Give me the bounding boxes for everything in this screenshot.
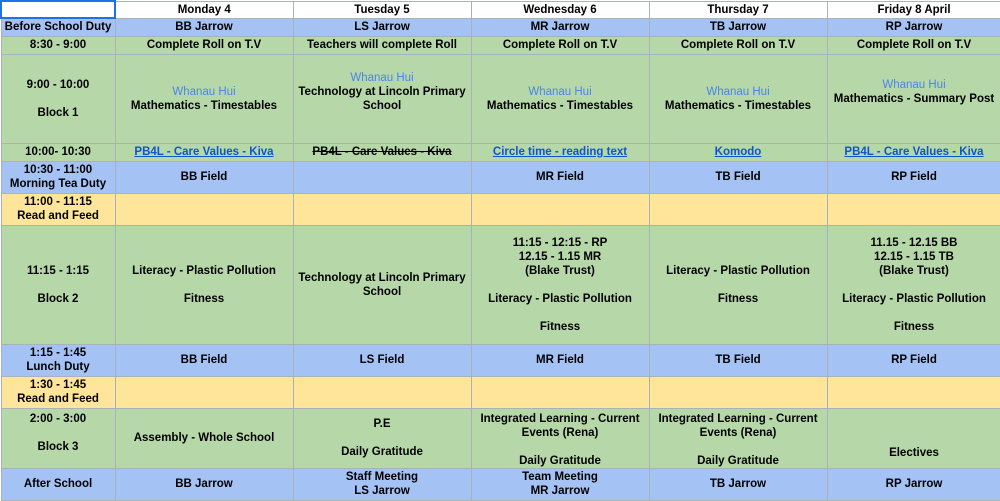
before-school-row: [1, 18, 1000, 36]
empty-cell[interactable]: [649, 193, 827, 225]
header-row: [1, 1, 1000, 18]
whanau-hui-label: Whanau Hui: [882, 78, 946, 91]
block-label: Block 1: [37, 106, 79, 119]
duty-cell[interactable]: TB Field: [649, 344, 827, 376]
day-header-wednesday[interactable]: Wednesday 6: [471, 1, 649, 18]
activity-cell[interactable]: Complete Roll on T.V: [827, 36, 1000, 54]
duty-cell[interactable]: TB Jarrow: [649, 18, 827, 36]
duty-cell[interactable]: [293, 161, 471, 193]
activity-cell[interactable]: Whanau Hui Mathematics - Summary Post: [827, 54, 1000, 143]
block1-row: [1, 54, 1000, 143]
activity-cell[interactable]: Teachers will complete Roll: [293, 36, 471, 54]
duty-cell[interactable]: BB Field: [115, 161, 293, 193]
duty-cell[interactable]: TB Jarrow: [649, 468, 827, 500]
activity-cell[interactable]: Whanau Hui Mathematics - Timestables: [649, 54, 827, 143]
activity-cell[interactable]: 11:15 - 12:15 - RP 12.15 - 1.15 MR (Blake Trust) Literacy - Plastic Pollution Fitness: [471, 225, 649, 344]
activity-cell[interactable]: Literacy - Plastic Pollution Fitness: [115, 225, 293, 344]
duty-cell[interactable]: LS Jarrow: [293, 18, 471, 36]
block-label: Block 2: [37, 292, 79, 305]
duty-cell[interactable]: Staff Meeting LS Jarrow: [293, 468, 471, 500]
empty-cell[interactable]: [471, 376, 649, 408]
empty-cell[interactable]: [115, 376, 293, 408]
time-cell[interactable]: 10:00- 10:30: [1, 143, 115, 161]
activity-cell[interactable]: Integrated Learning - Current Events (Rena) Daily Gratitude: [649, 408, 827, 468]
duty-cell[interactable]: RP Field: [827, 344, 1000, 376]
empty-cell[interactable]: [827, 376, 1000, 408]
pb4l-struck-text: PB4L - Care Values - Kiva: [312, 146, 452, 158]
read-feed-row: [1, 193, 1000, 225]
circle-time-link[interactable]: Circle time - reading text: [492, 146, 628, 158]
activity-cell[interactable]: Integrated Learning - Current Events (Rena) Daily Gratitude: [471, 408, 649, 468]
activity-cell[interactable]: [115, 143, 293, 161]
duty-cell[interactable]: TB Field: [649, 161, 827, 193]
time-cell[interactable]: 10:30 - 11:00 Morning Tea Duty: [1, 161, 115, 193]
activity-cell[interactable]: [293, 143, 471, 161]
empty-cell[interactable]: [293, 376, 471, 408]
time-range: 2:00 - 3:00: [29, 412, 87, 425]
empty-cell[interactable]: [827, 193, 1000, 225]
activity-cell[interactable]: [471, 143, 649, 161]
duty-cell[interactable]: BB Field: [115, 344, 293, 376]
activity-cell[interactable]: [649, 143, 827, 161]
duty-cell[interactable]: BB Jarrow: [115, 468, 293, 500]
whanau-hui-label: Whanau Hui: [528, 85, 592, 98]
time-cell[interactable]: Before School Duty: [1, 18, 115, 36]
time-cell[interactable]: After School: [1, 468, 115, 500]
after-school-row: [1, 468, 1000, 500]
activity-cell[interactable]: Assembly - Whole School: [115, 408, 293, 468]
activity-cell[interactable]: [827, 143, 1000, 161]
block2-row: [1, 225, 1000, 344]
corner-cell[interactable]: [1, 1, 115, 18]
time-range: 9:00 - 10:00: [26, 78, 90, 91]
komodo-link[interactable]: Komodo: [714, 146, 762, 158]
read-feed-row: [1, 376, 1000, 408]
activity-cell[interactable]: Whanau Hui Mathematics - Timestables: [115, 54, 293, 143]
time-cell[interactable]: 11:00 - 11:15 Read and Feed: [1, 193, 115, 225]
duty-cell[interactable]: MR Field: [471, 344, 649, 376]
activity-cell[interactable]: Electives: [827, 408, 1000, 468]
duty-cell[interactable]: RP Jarrow: [827, 18, 1000, 36]
day-header-monday[interactable]: Monday 4: [115, 1, 293, 18]
activity-cell[interactable]: Whanau Hui Technology at Lincoln Primary School: [293, 54, 471, 143]
activity-cell[interactable]: P.E Daily Gratitude: [293, 408, 471, 468]
time-cell[interactable]: [1, 225, 115, 344]
time-cell[interactable]: [1, 54, 115, 143]
duty-cell[interactable]: LS Field: [293, 344, 471, 376]
time-range: 11:15 - 1:15: [26, 264, 89, 277]
pb4l-link[interactable]: PB4L - Care Values - Kiva: [134, 146, 274, 158]
time-cell[interactable]: 8:30 - 9:00: [1, 36, 115, 54]
duty-cell[interactable]: MR Field: [471, 161, 649, 193]
time-cell[interactable]: [1, 408, 115, 468]
activity-cell[interactable]: 11.15 - 12.15 BB 12.15 - 1.15 TB (Blake Trust) Literacy - Plastic Pollution Fitness: [827, 225, 1000, 344]
activity-cell[interactable]: Complete Roll on T.V: [649, 36, 827, 54]
day-header-thursday[interactable]: Thursday 7: [649, 1, 827, 18]
activity-cell[interactable]: Literacy - Plastic Pollution Fitness: [649, 225, 827, 344]
block-label: Block 3: [37, 440, 79, 453]
duty-cell[interactable]: RP Field: [827, 161, 1000, 193]
duty-cell[interactable]: RP Jarrow: [827, 468, 1000, 500]
pb4l-link[interactable]: PB4L - Care Values - Kiva: [844, 146, 984, 158]
empty-cell[interactable]: [115, 193, 293, 225]
empty-cell[interactable]: [293, 193, 471, 225]
duty-cell[interactable]: MR Jarrow: [471, 18, 649, 36]
duty-cell[interactable]: BB Jarrow: [115, 18, 293, 36]
empty-cell[interactable]: [649, 376, 827, 408]
whanau-hui-label: Whanau Hui: [706, 85, 770, 98]
whanau-hui-label: Whanau Hui: [172, 85, 236, 98]
lunch-row: [1, 344, 1000, 376]
activity-cell[interactable]: Complete Roll on T.V: [115, 36, 293, 54]
empty-cell[interactable]: [471, 193, 649, 225]
activity-cell[interactable]: Whanau Hui Mathematics - Timestables: [471, 54, 649, 143]
whanau-hui-label: Whanau Hui: [350, 71, 414, 84]
day-header-friday[interactable]: Friday 8 April: [827, 1, 1000, 18]
time-cell[interactable]: 1:15 - 1:45 Lunch Duty: [1, 344, 115, 376]
day-header-tuesday[interactable]: Tuesday 5: [293, 1, 471, 18]
roll-row: [1, 36, 1000, 54]
activity-cell[interactable]: Complete Roll on T.V: [471, 36, 649, 54]
time-cell[interactable]: 1:30 - 1:45 Read and Feed: [1, 376, 115, 408]
morning-tea-row: [1, 161, 1000, 193]
block3-row: [1, 408, 1000, 468]
duty-cell[interactable]: Team Meeting MR Jarrow: [471, 468, 649, 500]
pb4l-row: [1, 143, 1000, 161]
activity-cell[interactable]: Technology at Lincoln Primary School: [293, 225, 471, 344]
